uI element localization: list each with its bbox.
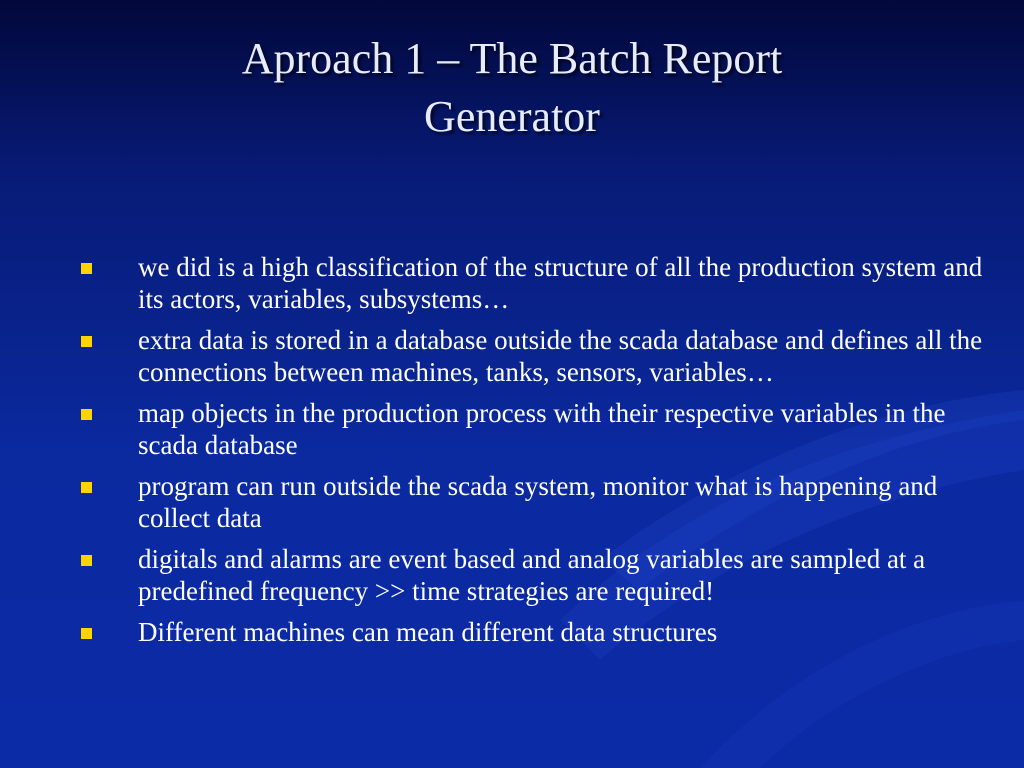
- slide-title-line-1: Aproach 1 – The Batch Report: [241, 34, 783, 83]
- bullet-item: [75, 616, 990, 648]
- bullet-text: Different machines can mean different data structures: [138, 617, 718, 647]
- bullet-item: [75, 324, 990, 388]
- square-bullet-icon: [81, 263, 92, 274]
- bullet-text: map objects in the production process with their respective variables in the scada database: [138, 398, 946, 460]
- bullet-text: program can run outside the scada system, monitor what is happening and collect data: [138, 471, 938, 533]
- square-bullet-icon: [81, 409, 92, 420]
- slide-title-line-2: Generator: [424, 92, 600, 141]
- slide-title: [80, 30, 944, 146]
- bullet-text: we did is a high classification of the structure of all the production system and its actors, variables, subsystems…: [138, 252, 983, 314]
- bullet-list: [75, 251, 990, 657]
- bullet-item: [75, 251, 990, 315]
- bullet-item: [75, 470, 990, 534]
- bullet-text: extra data is stored in a database outside the scada database and defines all the connections between machines, tanks, sensors, variables…: [138, 325, 983, 387]
- square-bullet-icon: [81, 555, 92, 566]
- square-bullet-icon: [81, 482, 92, 493]
- bullet-item: [75, 543, 990, 607]
- square-bullet-icon: [81, 336, 92, 347]
- bullet-text: digitals and alarms are event based and analog variables are sampled at a predefined frequency >> time strategies are required!: [138, 544, 926, 606]
- bullet-item: [75, 397, 990, 461]
- square-bullet-icon: [81, 628, 92, 639]
